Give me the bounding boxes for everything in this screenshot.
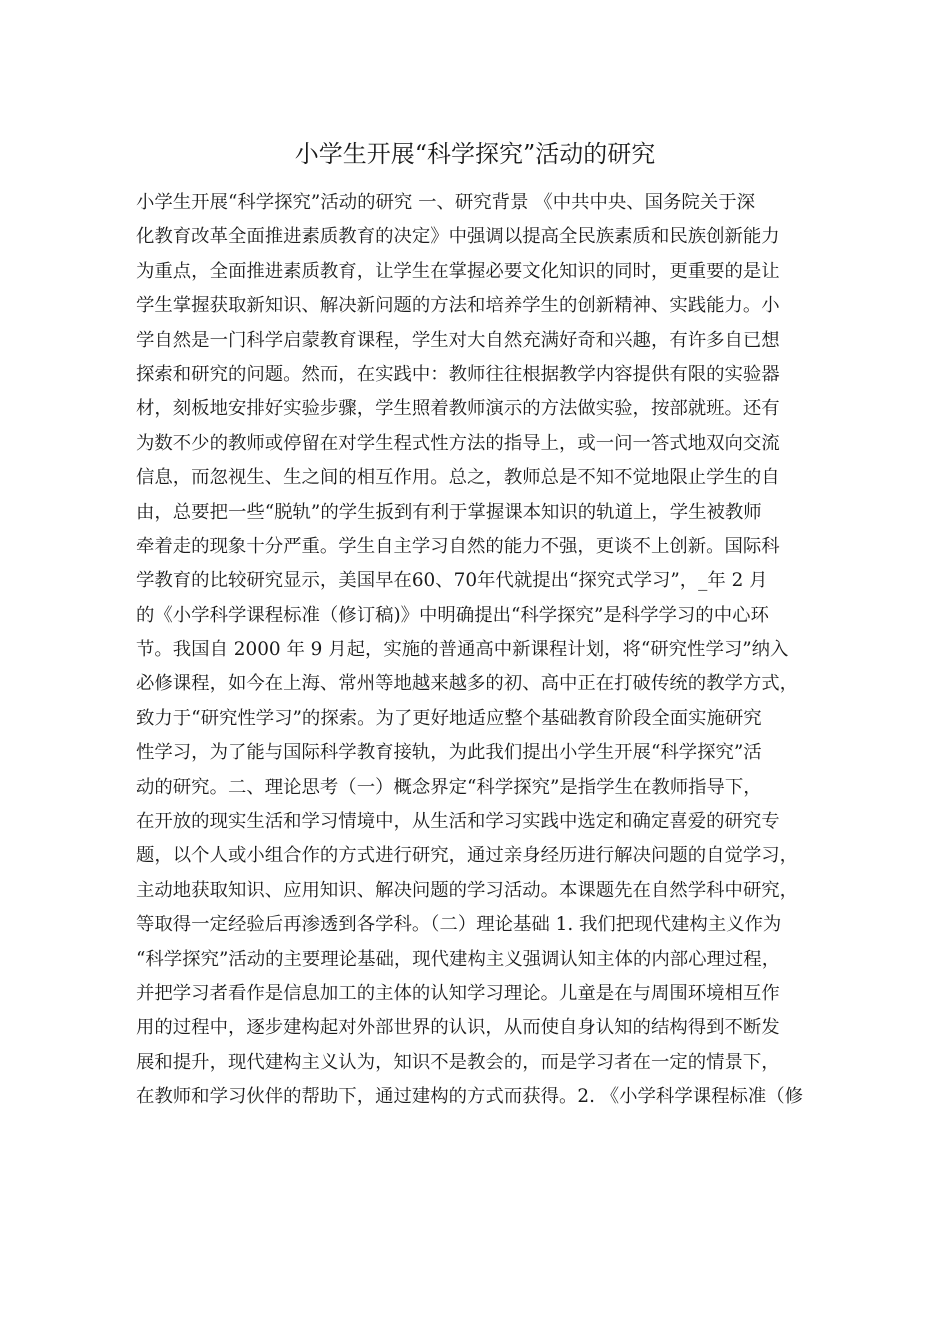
body-line: 材，刻板地安排好实验步骤，学生照着教师演示的方法做实验，按部就班。还有: [136, 398, 780, 420]
body-line: 牵着走的现象十分严重。学生自主学习自然的能力不强，更谈不上创新。国际科: [136, 535, 780, 557]
body-line: 小学生开展“科学探究”活动的研究 一、研究背景 《中共中央、国务院关于深: [136, 192, 755, 213]
body-line: 学生掌握获取新知识、解决新问题的方法和培养学生的创新精神、实践能力。小: [136, 295, 780, 317]
body-line: 学教育的比较研究显示，美国早在60、70年代就提出“探究式学习”，_年 2 月: [136, 570, 768, 592]
body-line: 信息，而忽视生、生之间的相互作用。总之，教师总是不知不觉地限止学生的自: [136, 467, 780, 489]
body-line: 学自然是一门科学启蒙教育课程，学生对大自然充满好奇和兴趣，有许多自已想: [136, 329, 780, 351]
body-line: 并把学习者看作是信息加工的主体的认知学习理论。儿童是在与周围环境相互作: [136, 982, 780, 1004]
body-line: 为重点，全面推进素质教育，让学生在掌握必要文化知识的同时，更重要的是让: [136, 260, 780, 282]
body-line: 的《小学科学课程标准（修订稿)》中明确提出“科学探究”是科学学习的中心环: [136, 604, 769, 626]
body-line: 题，以个人或小组合作的方式进行研究，通过亲身经历进行解决问题的自觉学习，: [136, 845, 799, 867]
document-body: [136, 186, 826, 1115]
body-line: 由，总要把一些“脱轨”的学生扳到有利于掌握课本知识的轨道上，学生被教师: [136, 501, 762, 523]
body-line: 在教师和学习伙伴的帮助下，通过建构的方式而获得。2. 《小学科学课程标准（修: [136, 1086, 804, 1108]
body-line: 为数不少的教师或停留在对学生程式性方法的指导上，或一问一答式地双向交流: [136, 432, 780, 454]
body-line: 性学习，为了能与国际科学教育接轨，为此我们提出小学生开展“科学探究”活: [136, 742, 762, 764]
body-line: 在开放的现实生活和学习情境中，从生活和学习实践中选定和确定喜爱的研究专: [136, 811, 780, 833]
body-line: 探索和研究的问题。然而，在实践中：教师往往根据教学内容提供有限的实验器: [136, 363, 780, 385]
body-line: 等取得一定经验后再渗透到各学科。（二）理论基础 1. 我们把现代建构主义作为: [136, 914, 782, 936]
body-line: “科学探究”活动的主要理论基础，现代建构主义强调认知主体的内部心理过程，: [136, 948, 781, 970]
body-line: 节。我国自 2000 年 9 月起，实施的普通高中新课程计划，将“研究性学习”纳入: [136, 639, 789, 661]
body-line: 展和提升，现代建构主义认为，知识不是教会的，而是学习者在一定的情景下，: [136, 1051, 780, 1073]
body-line: 主动地获取知识、应用知识、解决问题的学习活动。本课题先在自然学科中研究，: [136, 879, 799, 901]
body-line: 化教育改革全面推进素质教育的决定》中强调以提高全民族素质和民族创新能力: [136, 226, 780, 248]
body-line: 必修课程，如今在上海、常州等地越来越多的初、高中正在打破传统的教学方式，: [136, 673, 799, 695]
body-line: 用的过程中，逐步建构起对外部世界的认识，从而使自身认知的结构得到不断发: [136, 1017, 780, 1039]
body-line: 致力于“研究性学习”的探索。为了更好地适应整个基础教育阶段全面实施研究: [136, 707, 762, 729]
body-line: 动的研究。二、理论思考（一）概念界定“科学探究”是指学生在教师指导下，: [136, 776, 762, 798]
document-title: 小学生开展“科学探究”活动的研究: [294, 140, 656, 168]
